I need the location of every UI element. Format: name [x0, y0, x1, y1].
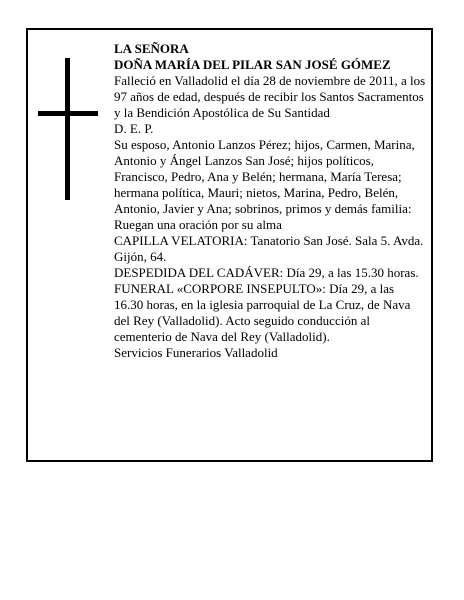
rip-line: D. E. P.	[114, 121, 154, 136]
family-list: Su esposo, Antonio Lanzos Pérez; hijos, Carmen, Marina, Antonio y Ángel Lanzos San José; hijos políticos, Francisco, Pedro, Ana y Belén; hermana, María Teresa; hermana política, Mauri; nietos, Marina, Pedro, Belén, Antonio, Javier y Ana; sobrinos, primos y demás familia:	[114, 137, 415, 216]
notice-heading: LA SEÑORA	[114, 41, 189, 56]
prayer-request: Ruegan una oración por su alma	[114, 217, 282, 232]
obituary-notice	[26, 28, 433, 462]
funeral-details: FUNERAL «CORPORE INSEPULTO»: Día 29, a las 16.30 horas, en la iglesia parroquial de La Cruz, de Nava del Rey (Valladolid). Acto seguido conducción al cementerio de Nava del Rey (Valladolid).	[114, 281, 411, 344]
funeral-services: Servicios Funerarios Valladolid	[114, 345, 278, 360]
wake-location: CAPILLA VELATORIA: Tanatorio San José. Sala 5. Avda. Gijón, 64.	[114, 233, 424, 264]
notice-body	[114, 41, 426, 361]
farewell-time: DESPEDIDA DEL CADÁVER: Día 29, a las 15.30 horas.	[114, 265, 419, 280]
deceased-name: DOÑA MARÍA DEL PILAR SAN JOSÉ GÓMEZ	[114, 57, 391, 72]
death-announcement: Falleció en Valladolid el día 28 de noviembre de 2011, a los 97 años de edad, después de recibir los Santos Sacramentos y la Bendición Apostólica de Su Santidad	[114, 73, 426, 120]
latin-cross-icon	[38, 58, 98, 200]
